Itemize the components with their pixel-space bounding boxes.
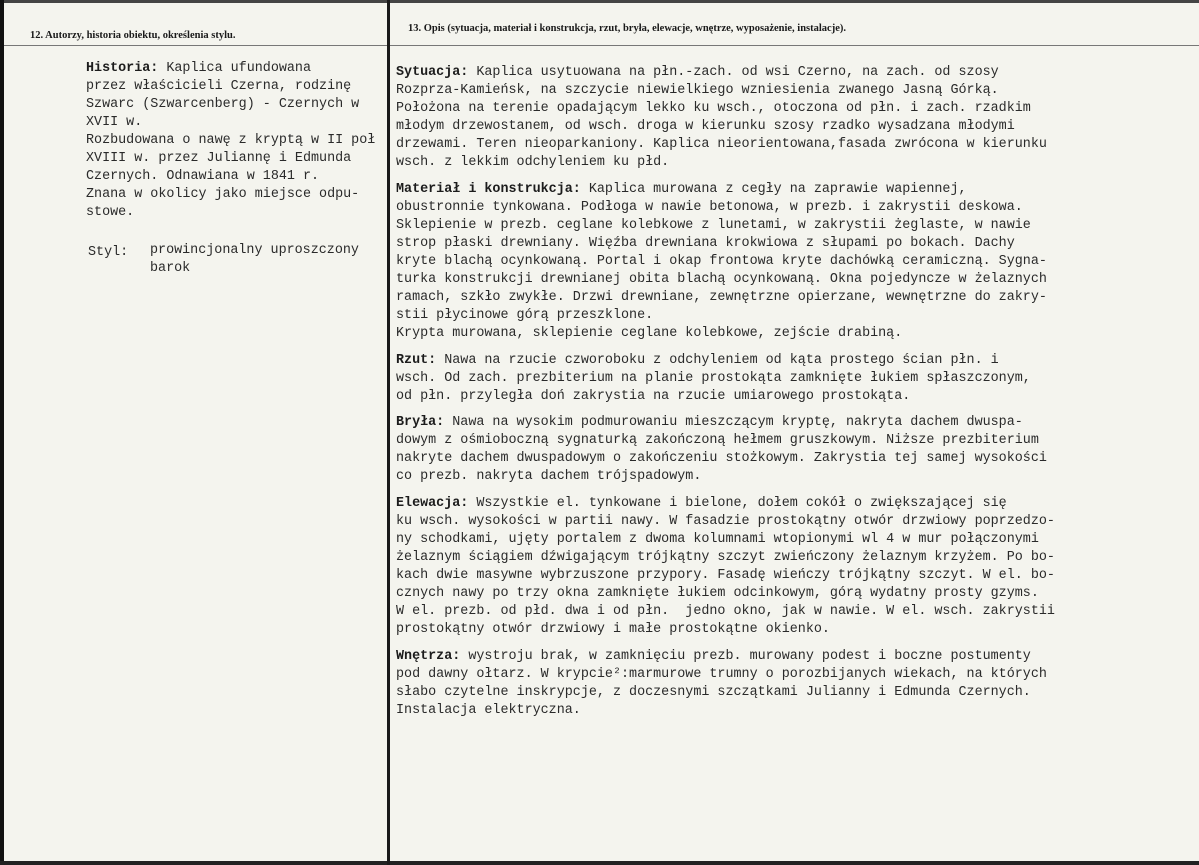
- right-column-header: 13. Opis (sytuacja, materiał i konstrukcja, rzut, bryła, elewacje, wnętrze, wyposażenie, instalacje).: [408, 23, 847, 34]
- elewacja-first-line: Wszystkie el. tynkowane i bielone, dołem cokół o zwiększającej się: [468, 496, 1007, 511]
- historia-section: [86, 60, 386, 222]
- elewacja-body: ku wsch. wysokości w partii nawy. W fasadzie prostokątny otwór drzwiowy poprzedzo- ny schodkami, ujęty portalem z dwoma kolumnami wtopionymi wl 4 w mur połączonymi żelaznym ściągiem dźwigającym trójkątny szczyt zwieńczony żelaznym krzyżem. Po bo- kach dwie masywne wybrzuszone przypory. Fasadę wieńczy trójkątny szczyt. W el. bo- cznych nawy po trzy okna zamknięte łukiem odcinkowym, górą wydatny prosty gzyms. W el. prezb. od płd. dwa i od płn. jedno okno, jak w nawie. W el. wsch. zakrystii prostokątny otwór drzwiowy i małe prostokątne okienko.: [396, 514, 1055, 637]
- sytuacja-label: Sytuacja:: [396, 65, 469, 80]
- historia-first-line: Kaplica ufundowana: [158, 61, 312, 76]
- description-column: [396, 64, 1196, 726]
- left-column-header: 12. Autorzy, historia obiektu, określenia stylu.: [30, 30, 236, 41]
- historia-label: Historia:: [86, 61, 159, 76]
- historia-body: przez właścicieli Czerna, rodzinę Szwarc (Szwarcenberg) - Czernych w XVII w. Rozbudowana o nawę z kryptą w II poł XVIII w. przez Juliannę i Edmunda Czernych. Odnawiana w 1841 r. Znana w okolicy jako miejsce odpu- stowe.: [86, 79, 376, 220]
- bryla-label: Bryła:: [396, 415, 445, 430]
- bryla-first-line: Nawa na wysokim podmurowaniu mieszczącym kryptę, nakryta dachem dwuspa-: [444, 415, 1023, 430]
- material-label: Materiał i konstrukcja:: [396, 182, 581, 197]
- historia-paragraph: [86, 60, 386, 222]
- styl-section: [88, 242, 384, 278]
- styl-label: Styl:: [88, 245, 129, 260]
- wnetrza-first-line: wystroju brak, w zamknięciu prezb. murowany podest i boczne postumenty: [460, 649, 1031, 664]
- elewacja-paragraph: [396, 495, 1196, 639]
- material-body: obustronnie tynkowana. Podłoga w nawie betonowa, w prezb. i zakrystii deskowa. Sklepienie w prezb. ceglane kolebkowe z lunetami, w zakrystii żeglaste, w nawie strop płaski drewniany. Więźba drewniana krokwiowa z słupami po bokach. Dachy kryte blachą ocynkowaną. Portal i okap frontowa kryte dachówką ceramiczną. Sygna- turka konstrukcji drewnianej obita blachą ocynkowaną. Okna pojedyncze w żelaznych ramach, szkło zwykłe. Drzwi drewniane, zewnętrzne opierzane, wewnętrzne do zakry- stii płycinowe górą przeszklone. Krypta murowana, sklepienie ceglane kolebkowe, zejście drabiną.: [396, 200, 1047, 341]
- rzut-body: wsch. Od zach. prezbiterium na planie prostokąta zamknięte łukiem spłaszczonym, od płn. przyległa doń zakrystia na rzucie umiarowego prostokąta.: [396, 371, 1031, 404]
- frame-left: [0, 0, 4, 865]
- sytuacja-first-line: Kaplica usytuowana na płn.-zach. od wsi Czerno, na zach. od szosy: [468, 65, 999, 80]
- bryla-paragraph: [396, 414, 1196, 486]
- material-paragraph: [396, 181, 1196, 343]
- styl-value: prowincjonalny uproszczony barok: [150, 243, 359, 276]
- left-header-rule: [4, 45, 387, 46]
- sytuacja-body: Rozprza-Kamieńsk, na szczycie niewielkiego wzniesienia zwanego Jasną Górką. Położona na terenie opadającym lekko ku wsch., otoczona od płn. i zach. rzadkim młodym drzewostanem, od wsch. droga w kierunku szosy rzadko wysadzana młodymi drzewami. Teren nieoparkaniony. Kaplica nieorientowana,fasada zwrócona w kierunku wsch. z lekkim odchyleniem ku płd.: [396, 83, 1047, 170]
- elewacja-label: Elewacja:: [396, 496, 469, 511]
- wnetrza-body: pod dawny ołtarz. W krypcie²:marmurowe trumny o porozbijanych wiekach, na których słabo czytelne inskrypcje, z doczesnymi szczątkami Julianny i Edmunda Czernych. Instalacja elektryczna.: [396, 667, 1047, 718]
- column-divider: [387, 0, 390, 865]
- wnetrza-label: Wnętrza:: [396, 649, 461, 664]
- rzut-paragraph: [396, 352, 1196, 406]
- sytuacja-paragraph: [396, 64, 1196, 172]
- material-first-line: Kaplica murowana z cegły na zaprawie wapiennej,: [580, 182, 967, 197]
- rzut-first-line: Nawa na rzucie czworoboku z odchyleniem od kąta prostego ścian płn. i: [436, 353, 999, 368]
- frame-bottom: [0, 861, 1199, 865]
- rzut-label: Rzut:: [396, 353, 437, 368]
- frame-top: [0, 0, 1199, 3]
- right-header-rule: [390, 45, 1199, 46]
- bryla-body: dowym z ośmioboczną sygnaturką zakończoną hełmem gruszkowym. Niższe prezbiterium nakryte dachem dwuspadowym o zakończeniu stożkowym. Zakrystia tej samej wysokości co prezb. nakryta dachem trójspadowym.: [396, 433, 1047, 484]
- wnetrza-paragraph: [396, 648, 1196, 720]
